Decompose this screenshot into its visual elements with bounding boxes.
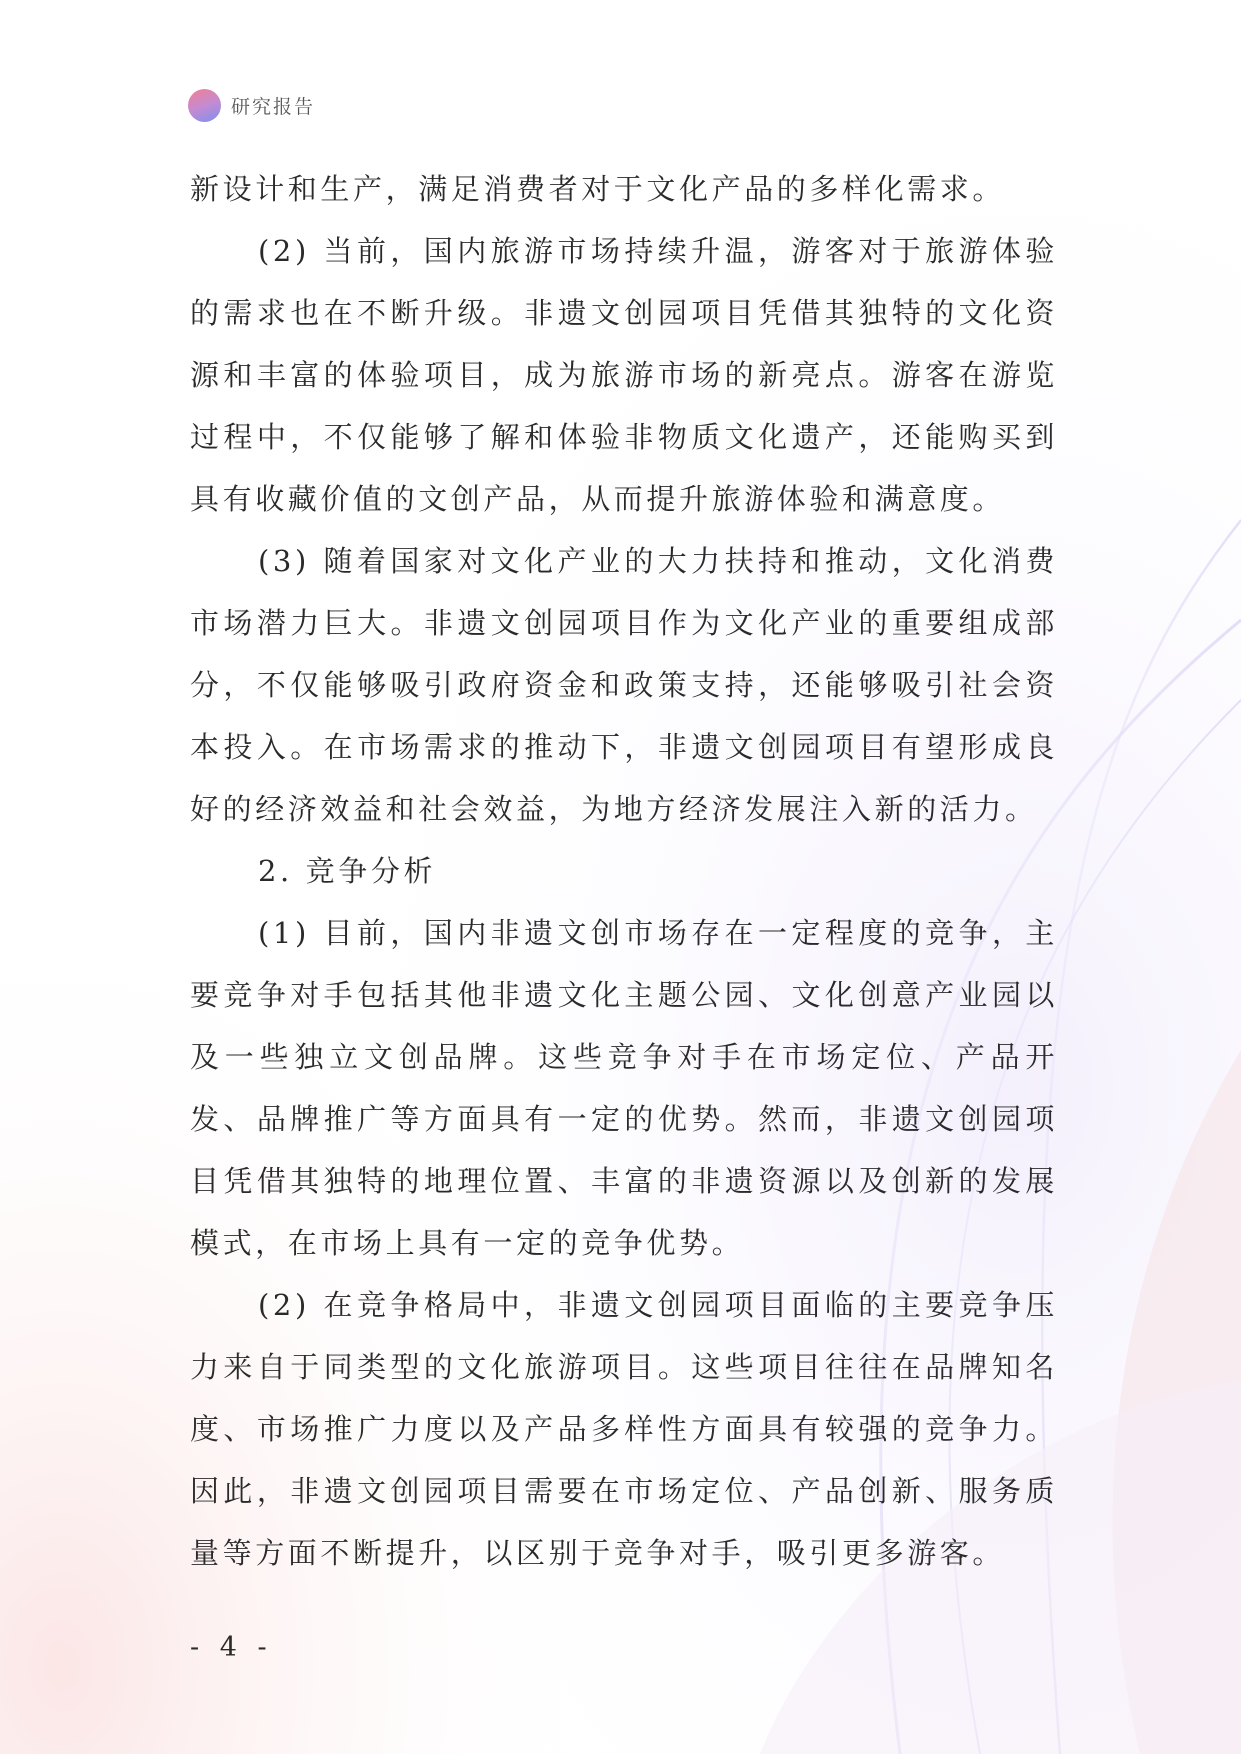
logo-circle-icon (188, 89, 221, 122)
paragraph-market-policy: (3) 随着国家对文化产业的大力扶持和推动，文化消费市场潜力巨大。非遗文创园项目作为文化产业的重要组成部分，不仅能够吸引政府资金和政策支持，还能够吸引社会资本投入。在市场需求的推动下，非遗文创园项目有望形成良好的经济效益和社会效益，为地方经济发展注入新的活力。 (190, 544, 1058, 826)
section-heading-competition: 2. 竞争分析 (258, 854, 437, 888)
report-header (188, 88, 315, 122)
header-title: 研究报告 (231, 95, 316, 118)
paragraph-competition-2: (2) 在竞争格局中，非遗文创园项目面临的主要竞争压力来自于同类型的文化旅游项目。这些项目往往在品牌知名度、市场推广力度以及产品多样性方面具有较强的竞争力。因此，非遗文创园项目需要在市场定位、产品创新、服务质量等方面不断提升，以区别于竞争对手，吸引更多游客。 (190, 1288, 1058, 1570)
paragraph-market-tourism: (2) 当前，国内旅游市场持续升温，游客对于旅游体验的需求也在不断升级。非遗文创园项目凭借其独特的文化资源和丰富的体验项目，成为旅游市场的新亮点。游客在游览过程中，不仅能够了解和体验非物质文化遗产，还能购买到具有收藏价值的文创产品，从而提升旅游体验和满意度。 (190, 234, 1058, 516)
page-number: - 4 - (190, 1632, 273, 1663)
paragraph-competition-1: (1) 目前，国内非遗文创市场存在一定程度的竞争，主要竞争对手包括其他非遗文化主题公园、文化创意产业园以及一些独立文创品牌。这些竞争对手在市场定位、产品开发、品牌推广等方面具有一定的优势。然而，非遗文创园项目凭借其独特的地理位置、丰富的非遗资源以及创新的发展模式，在市场上具有一定的竞争优势。 (190, 916, 1058, 1260)
paragraph-continuation: 新设计和生产，满足消费者对于文化产品的多样化需求。 (190, 172, 1006, 206)
body-content (190, 158, 1058, 1584)
